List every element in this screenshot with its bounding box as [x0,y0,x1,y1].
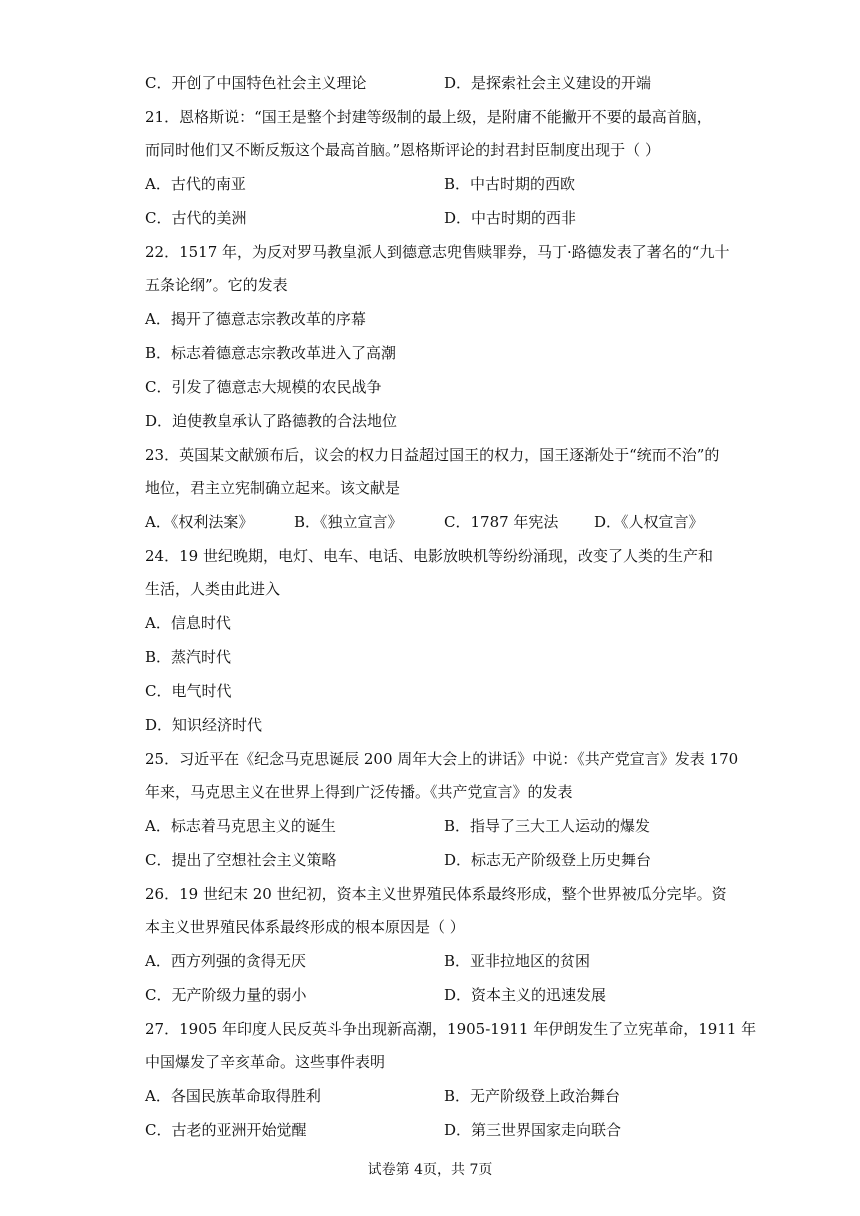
q21-option-b: B．中古时期的西欧 [444,175,576,193]
q26-option-b: B．亚非拉地区的贫困 [444,952,591,970]
question-22-line-1: 22．1517 年，为反对罗马教皇派人到德意志兜售赎罪券，马丁·路德发表了著名的“九十 [145,243,730,261]
q25-option-a: A．标志着马克思主义的诞生 [145,817,336,835]
q24-option-d: D．知识经济时代 [145,716,263,734]
question-27-line-1: 27．1905 年印度人民反英斗争出现新高潮，1905-1911 年伊朗发生了立宪革命，1911 年 [145,1020,757,1038]
q21-option-d: D．中古时期的西非 [444,209,577,227]
question-24-line-2: 生活，人类由此进入 [145,580,281,598]
q25-option-b: B．指导了三大工人运动的爆发 [444,817,651,835]
q22-option-d: D．迫使教皇承认了路德教的合法地位 [145,412,398,430]
q26-option-a: A．西方列强的贪得无厌 [145,952,306,970]
q24-option-a: A．信息时代 [145,614,231,632]
question-26-line-2: 本主义世界殖民体系最终形成的根本原因是（ ） [145,918,465,936]
q21-option-c: C．古代的美洲 [145,209,247,227]
q25-option-d: D．标志无产阶级登上历史舞台 [444,851,652,869]
q23-option-b: B．《独立宣言》 [294,513,403,531]
q23-option-c: C．1787 年宪法 [444,513,559,531]
question-25-line-2: 年来，马克思主义在世界上得到广泛传播。《共产党宣言》的发表 [145,783,573,801]
question-22-line-2: 五条论纲”。它的发表 [145,276,288,294]
question-25-line-1: 25．习近平在《纪念马克思诞辰 200 周年大会上的讲话》中说：《共产党宣言》发表 170 [145,750,739,768]
q21-option-a: A．古代的南亚 [145,175,246,193]
q22-option-b: B．标志着德意志宗教改革进入了高潮 [145,344,397,362]
page-footer: 试卷第 4页，共 7页 [367,1162,493,1178]
question-24-line-1: 24．19 世纪晚期，电灯、电车、电话、电影放映机等纷纷涌现，改变了人类的生产和 [145,547,713,565]
question-26-line-1: 26．19 世纪末 20 世纪初，资本主义世界殖民体系最终形成，整个世界被瓜分完毕。资 [145,885,727,903]
q22-option-c: C．引发了德意志大规模的农民战争 [145,378,382,396]
q24-option-c: C．电气时代 [145,682,232,700]
q27-option-a: A．各国民族革命取得胜利 [145,1087,321,1105]
q23-option-d: D．《人权宣言》 [594,513,704,531]
q27-option-c: C．古老的亚洲开始觉醒 [145,1121,307,1139]
q27-option-d: D．第三世界国家走向联合 [444,1121,622,1139]
q22-option-a: A．揭开了德意志宗教改革的序幕 [145,310,366,328]
question-21-line-2: 而同时他们又不断反叛这个最高首脑。”恩格斯评论的封君封臣制度出现于（ ） [145,141,660,159]
question-23-line-1: 23．英国某文献颁布后，议会的权力日益超过国王的权力，国王逐渐处于“统而不治”的 [145,446,720,464]
prev-option-c: C．开创了中国特色社会主义理论 [145,74,367,92]
q26-option-d: D．资本主义的迅速发展 [444,986,607,1004]
q27-option-b: B．无产阶级登上政治舞台 [444,1087,621,1105]
question-23-line-2: 地位，君主立宪制确立起来。该文献是 [145,479,401,497]
q25-option-c: C．提出了空想社会主义策略 [145,851,337,869]
prev-option-d: D．是探索社会主义建设的开端 [444,74,652,92]
question-21-line-1: 21．恩格斯说：“国王是整个封建等级制的最上级，是附庸不能撇开不要的最高首脑， [145,108,712,126]
q23-option-a: A．《权利法案》 [145,513,254,531]
question-27-line-2: 中国爆发了辛亥革命。这些事件表明 [145,1053,386,1071]
q26-option-c: C．无产阶级力量的弱小 [145,986,307,1004]
q24-option-b: B．蒸汽时代 [145,648,232,666]
